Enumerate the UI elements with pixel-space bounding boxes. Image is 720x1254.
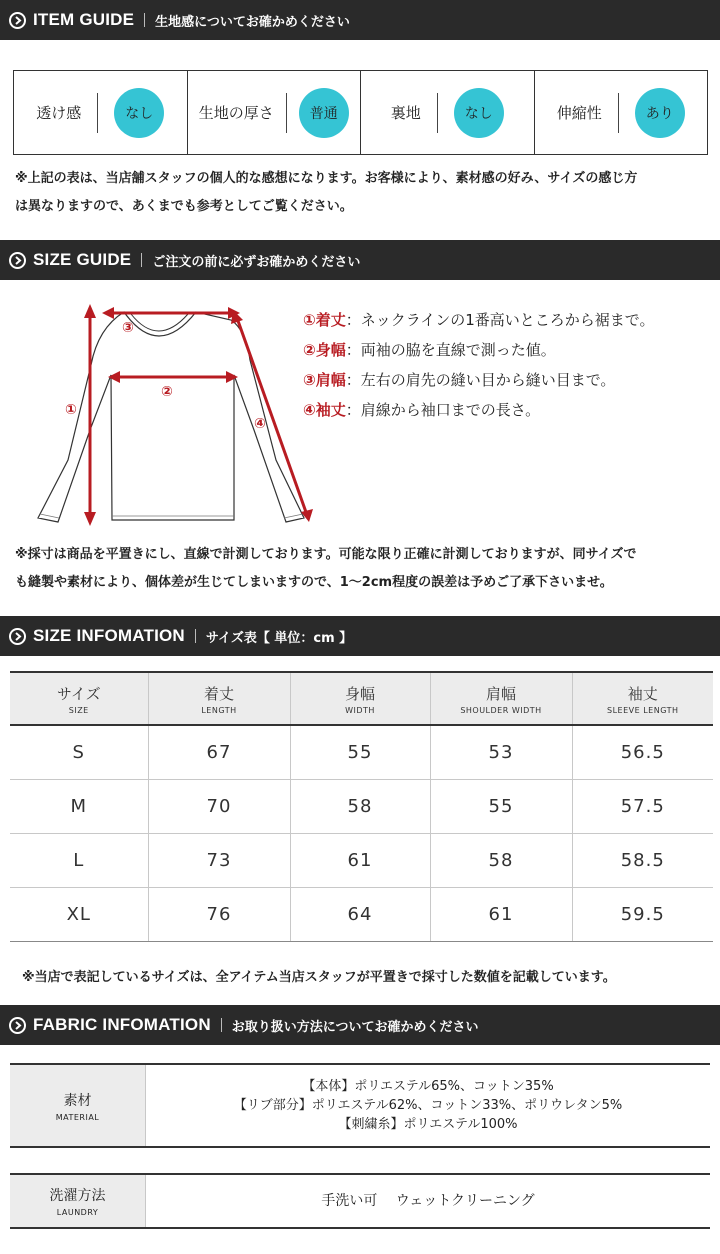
cell-shoulder: 53	[430, 725, 572, 779]
definition-width: ②身幅：両袖の脇を直線で測った値。	[303, 341, 556, 359]
fabric-info-header	[0, 1005, 720, 1045]
divider	[221, 1018, 222, 1032]
laundry-label: 洗濯方法	[49, 1188, 106, 1204]
section-subtitle: ご注文の前に必ずお確かめください	[152, 254, 361, 270]
table-header-row	[10, 672, 713, 725]
guide-cell-lining	[361, 71, 535, 154]
material-row	[10, 1063, 710, 1148]
material-label-en: MATERIAL	[55, 1112, 100, 1122]
cell-size: M	[10, 779, 148, 833]
cell-size: S	[10, 725, 148, 779]
cell-shoulder: 61	[430, 887, 572, 941]
cell-size: L	[10, 833, 148, 887]
cell-length: 76	[148, 887, 290, 941]
diagram-number-shoulder: ③	[122, 320, 134, 336]
guide-label: 透け感	[36, 104, 82, 122]
column-header: 身幅 WIDTH	[290, 672, 430, 725]
divider	[97, 93, 98, 133]
guide-cell-thickness	[188, 71, 362, 154]
laundry-row	[10, 1173, 710, 1229]
divider	[141, 253, 142, 267]
laundry-label-en: LAUNDRY	[56, 1208, 99, 1217]
column-header: 袖丈 SLEEVE LENGTH	[572, 672, 713, 725]
divider	[618, 93, 619, 133]
table-row	[10, 833, 713, 887]
size-info-header	[0, 616, 720, 656]
item-guide-header	[0, 0, 720, 40]
laundry-value: 手洗い可 ウェットクリーニング	[321, 1192, 535, 1209]
material-line: 【刺繍糸】ポリエステル100%	[338, 1117, 518, 1132]
chevron-right-icon	[9, 12, 26, 29]
table-row	[10, 725, 713, 779]
column-header: サイズ SIZE	[56, 684, 101, 715]
chevron-right-icon	[9, 628, 26, 645]
material-label-cell	[10, 1065, 146, 1146]
section-title: SIZE GUIDE	[33, 250, 132, 269]
cell-sleeve: 59.5	[572, 887, 713, 941]
diagram-number-length: ①	[65, 402, 77, 418]
column-header: 着丈 LENGTH	[148, 672, 290, 725]
size-table	[10, 671, 713, 942]
guide-cell-stretch	[535, 71, 708, 154]
divider	[286, 93, 287, 133]
cell-width: 55	[290, 725, 430, 779]
item-guide-table	[13, 70, 708, 155]
laundry-label-cell	[10, 1175, 146, 1227]
cell-sleeve: 58.5	[572, 833, 713, 887]
cell-shoulder: 58	[430, 833, 572, 887]
definition-shoulder: ③肩幅：左右の肩先の縫い目から縫い目まで。	[303, 371, 616, 389]
chevron-right-icon	[9, 1017, 26, 1034]
section-title: SIZE INFOMATION	[33, 626, 185, 645]
material-line: 【リブ部分】ポリエステル62%、コットン33%、ポリウレタン5%	[233, 1098, 623, 1113]
cell-length: 70	[148, 779, 290, 833]
guide-label: 生地の厚さ	[198, 104, 274, 122]
divider	[195, 629, 196, 643]
table-row	[10, 887, 713, 941]
cell-length: 67	[148, 725, 290, 779]
definition-sleeve: ④袖丈：肩線から袖口までの長さ。	[303, 401, 541, 419]
cell-length: 73	[148, 833, 290, 887]
chevron-right-icon	[9, 252, 26, 269]
note-line: も縫製や素材により、個体差が生じてしまいますので、1〜2cm程度の誤差は予めご了承下さいませ。	[15, 575, 613, 590]
sleeve-arrow	[237, 318, 307, 515]
size-info-note: ※当店で表記しているサイズは、全アイテム当店スタッフが平置きで採寸した数値を記載しています。	[22, 970, 616, 985]
cell-size: XL	[10, 887, 148, 941]
section-subtitle: サイズ表【 単位：cm 】	[205, 630, 353, 646]
item-guide-note	[15, 165, 637, 221]
guide-label: 伸縮性	[556, 104, 602, 122]
table-row	[10, 779, 713, 833]
definition-length: ①着丈：ネックラインの1番高いところから裾まで。	[303, 311, 655, 329]
note-line: ※上記の表は、当店舗スタッフの個人的な感想になります。お客様により、素材感の好み、サイズの感じ方	[15, 171, 638, 186]
guide-cell-transparency	[14, 71, 188, 154]
material-label: 素材	[63, 1092, 92, 1109]
section-subtitle: 生地感についてお確かめください	[155, 14, 350, 30]
cell-sleeve: 56.5	[572, 725, 713, 779]
size-guide-note	[15, 541, 637, 597]
note-line: ※採寸は商品を平置きにし、直線で計測しております。可能な限り正確に計測しておりますが、同サイズで	[15, 547, 637, 562]
cell-sleeve: 57.5	[572, 779, 713, 833]
guide-value-badge: なし	[454, 88, 504, 138]
diagram-number-sleeve: ④	[254, 416, 266, 432]
material-line: 【本体】ポリエステル65%、コットン35%	[302, 1079, 554, 1094]
section-subtitle: お取り扱い方法についてお確かめください	[231, 1019, 479, 1035]
note-line: は異なりますので、あくまでも参考としてご覧ください。	[15, 199, 353, 214]
section-title: FABRIC INFOMATION	[33, 1015, 211, 1034]
size-guide-header	[0, 240, 720, 280]
divider	[144, 13, 145, 27]
guide-value-badge: なし	[114, 88, 164, 138]
shirt-measurement-diagram	[28, 290, 328, 528]
measurement-definitions	[303, 305, 655, 425]
section-title: ITEM GUIDE	[33, 10, 135, 29]
cell-width: 58	[290, 779, 430, 833]
diagram-number-width: ②	[161, 384, 173, 400]
column-header: 肩幅 SHOULDER WIDTH	[430, 672, 572, 725]
guide-label: 裏地	[390, 104, 421, 122]
guide-value-badge: あり	[635, 88, 685, 138]
cell-width: 64	[290, 887, 430, 941]
cell-shoulder: 55	[430, 779, 572, 833]
guide-value-badge: 普通	[299, 88, 349, 138]
divider	[437, 93, 438, 133]
material-value-cell	[146, 1065, 710, 1146]
cell-width: 61	[290, 833, 430, 887]
